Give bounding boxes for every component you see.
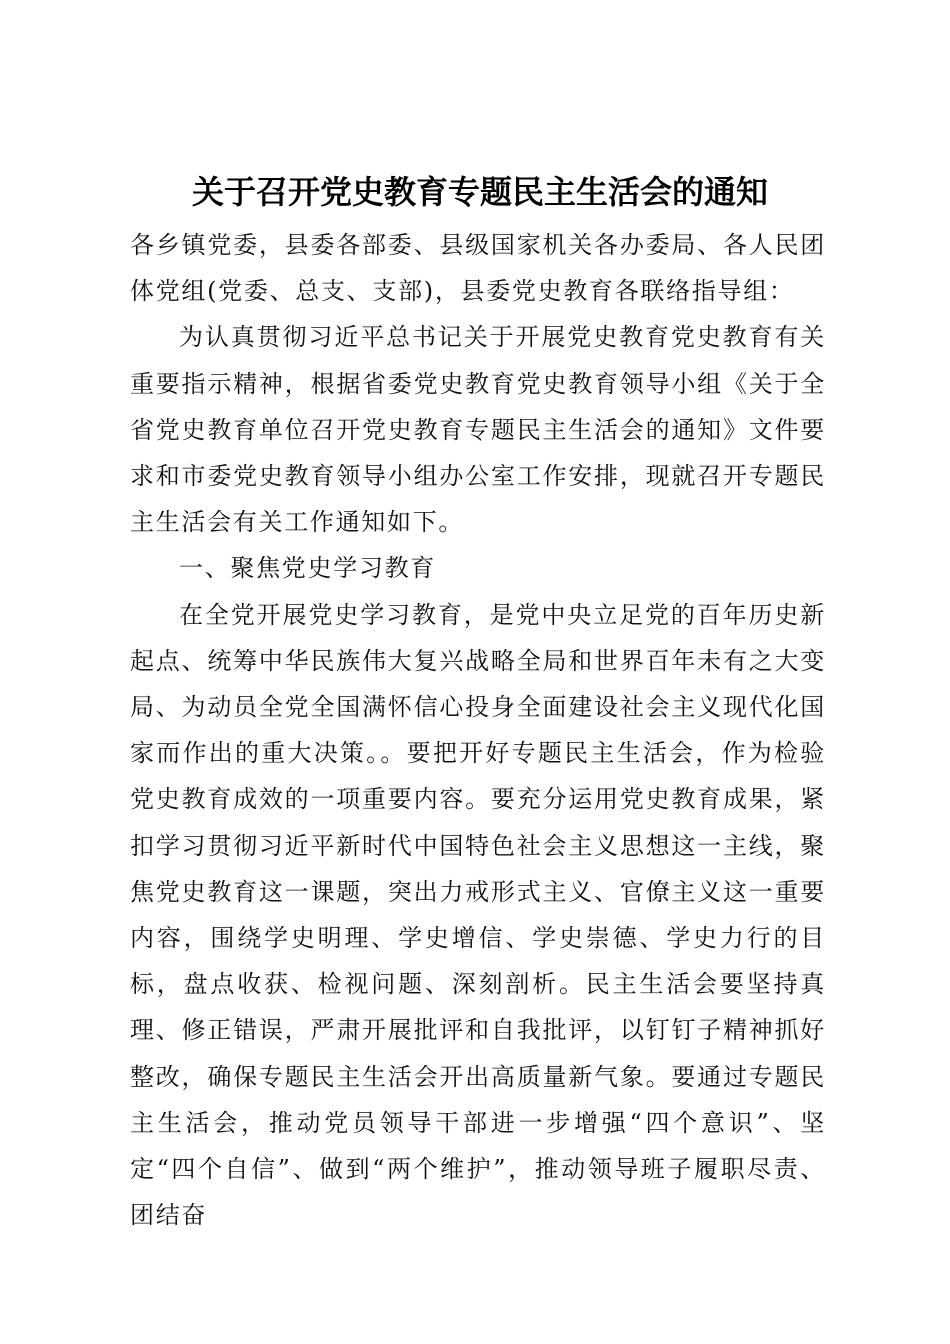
intro-paragraph: 为认真贯彻习近平总书记关于开展党史教育党史教育有关重要指示精神，根据省委党史教育党史教育领导小组《关于全省党史教育单位召开党史教育专题民主生活会的通知》文件要求和市委党史教育领导小组办公室工作安排，现就召开专题民主生活会有关工作通知如下。 (130, 323, 826, 537)
section-heading: 一、聚焦党史学习教育 (179, 554, 436, 583)
section-paragraph: 在全党开展党史学习教育，是党中央立足党的百年历史新起点、统筹中华民族伟大复兴战略全局和世界百年未有之大变局、为动员全党全国满怀信心投身全面建设社会主义现代化国家而作出的重大决策。。要把开好专题民主生活会，作为检验党史教育成效的一项重要内容。要充分运用党史教育成果，紧扣学习贯彻习近平新时代中国特色社会主义思想这一主线，聚焦党史教育这一课题，突出力戒形式主义、官僚主义这一重要内容，围绕学史明理、学史增信、学史崇德、学史力行的目标，盘点收获、检视问题、深刻剖析。民主生活会要坚持真理、修正错误，严肃开展批评和自我批评，以钉钉子精神抓好整改，确保专题民主生活会开出高质量新气象。要通过专题民主生活会，推动党员领导干部进一步增强“四个意识”、坚定“四个自信”、做到“两个维护”，推动领导班子履职尽责、团结奋 (130, 600, 826, 1230)
document-title: 关于召开党史教育专题民主生活会的通知 (191, 173, 768, 211)
document-body (130, 222, 826, 1238)
salutation-paragraph: 各乡镇党委，县委各部委、县级国家机关各办委局、各人民团体党组(党委、总支、支部)，县委党史教育各联络指导组： (130, 231, 826, 306)
